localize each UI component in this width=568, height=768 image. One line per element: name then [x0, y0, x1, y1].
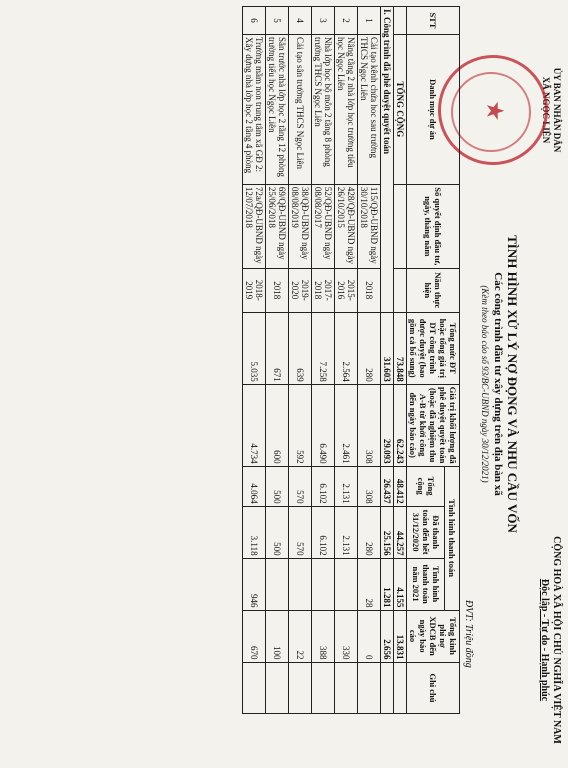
unit-label: ĐVT: Triệu đồng	[463, 600, 474, 668]
table-row: 2 Nâng tầng 2 nhà lớp học trường tiểu học Ngọc Liên 428/QĐ-UBND ngày 26/10/2015 2015-2016 2.564 2.461 2.131 2.131 330	[335, 7, 358, 755]
table-row: 5 Sân trước nhà lớp học 2 tầng 12 phòng trường tiểu học Ngọc Liên 69/QĐ-UBND ngày 25/06/2018 2018 671 600 500 500 100	[266, 7, 289, 755]
header-payment-status: Tình hình thanh toán	[445, 466, 460, 610]
table-row-total: TỔNG CỘNG 73.848 62.243 48.412 44.257 4.155 13.831	[394, 7, 407, 755]
table-row-section: I. Công trình đã phê duyệt quyết toán 31.603 29.093 26.437 25.156 1.281 2.656	[381, 7, 394, 755]
header-notes: Ghi chú	[407, 662, 460, 714]
header-project-list: Danh mục dự án	[407, 34, 460, 184]
header-paid-2020: Đã thanh toán đến hết 31/12/2020	[407, 506, 445, 558]
issuer-line-1: ỦY BAN NHÂN DÂN	[552, 67, 562, 153]
national-header	[538, 520, 562, 760]
header-stt: STT	[407, 7, 460, 35]
table-row: 6 Trường mầm non trung tâm xã GĐ 2: Xây dựng nhà lớp học 2 tầng 4 phòng 72a/QĐ-UBND ngày 12/07/2018 2018-2019 5.035 4.734 4.064 3.118 946 670	[243, 7, 266, 755]
header-total-debt: Tổng kinh phí nợ XDCB đến ngày báo cáo	[407, 610, 460, 662]
header-year: Năm thực hiện	[407, 268, 460, 312]
header-total-investment: Tổng mức ĐT hoặc tổng giá trị DT công trình được duyệt (bao gồm cả bổ sung)	[407, 312, 460, 384]
document-title: TÌNH HÌNH XỬ LÝ NỢ ĐỌNG VÀ NHU CẦU VỐN	[505, 235, 520, 533]
official-seal: ★	[438, 55, 548, 165]
header-approved-value: Giá trị khối lượng đã phê duyệt quyết toán (hoặc đã nghiệm thu A-B từ khởi công đến ngày báo cáo)	[407, 384, 460, 466]
nation-motto: Độc lập - Tự do - Hạnh phúc	[539, 578, 550, 702]
document-subtitle: Các công trình đầu tư xây dựng trên địa bàn xã	[492, 272, 504, 496]
debt-table	[242, 6, 460, 754]
header-paid-2021: Tình hình thanh toán năm 2021	[407, 558, 445, 610]
table-row: 3 Nhà lớp học bộ môn 2 tầng 8 phòng trường THCS Ngọc Liên 52/QĐ-UBND ngày 08/08/2017 2017-2018 7.258 6.490 6.102 6.102 388	[312, 7, 335, 755]
table-row: 1 Cải tạo kênh chứa hoc sau trường THCS Ngọc Liên 115/QĐ-UBND ngày 30/10/2018 2018 280 308 308 280 28 0	[358, 7, 381, 755]
table-row: 4 Cải tạo sân trường THCS Ngọc Liên 38/QĐ-UBND ngày 08/08/2019 2019-2020 639 592 570 570 22	[289, 7, 312, 755]
nation-name: CỘNG HOÀ XÃ HỘI CHỦ NGHĨA VIỆT NAM	[551, 536, 562, 744]
issuer-line-2: XÃ NGỌC LIÊN	[541, 76, 551, 144]
header-total-paid: Tổng cộng	[407, 466, 445, 506]
attachment-note: (Kèm theo báo cáo số 93/BC-UBND ngày 30/12/2021)	[480, 285, 490, 483]
header-decision: Số quyết định đầu tư, ngày, tháng năm	[407, 184, 460, 268]
